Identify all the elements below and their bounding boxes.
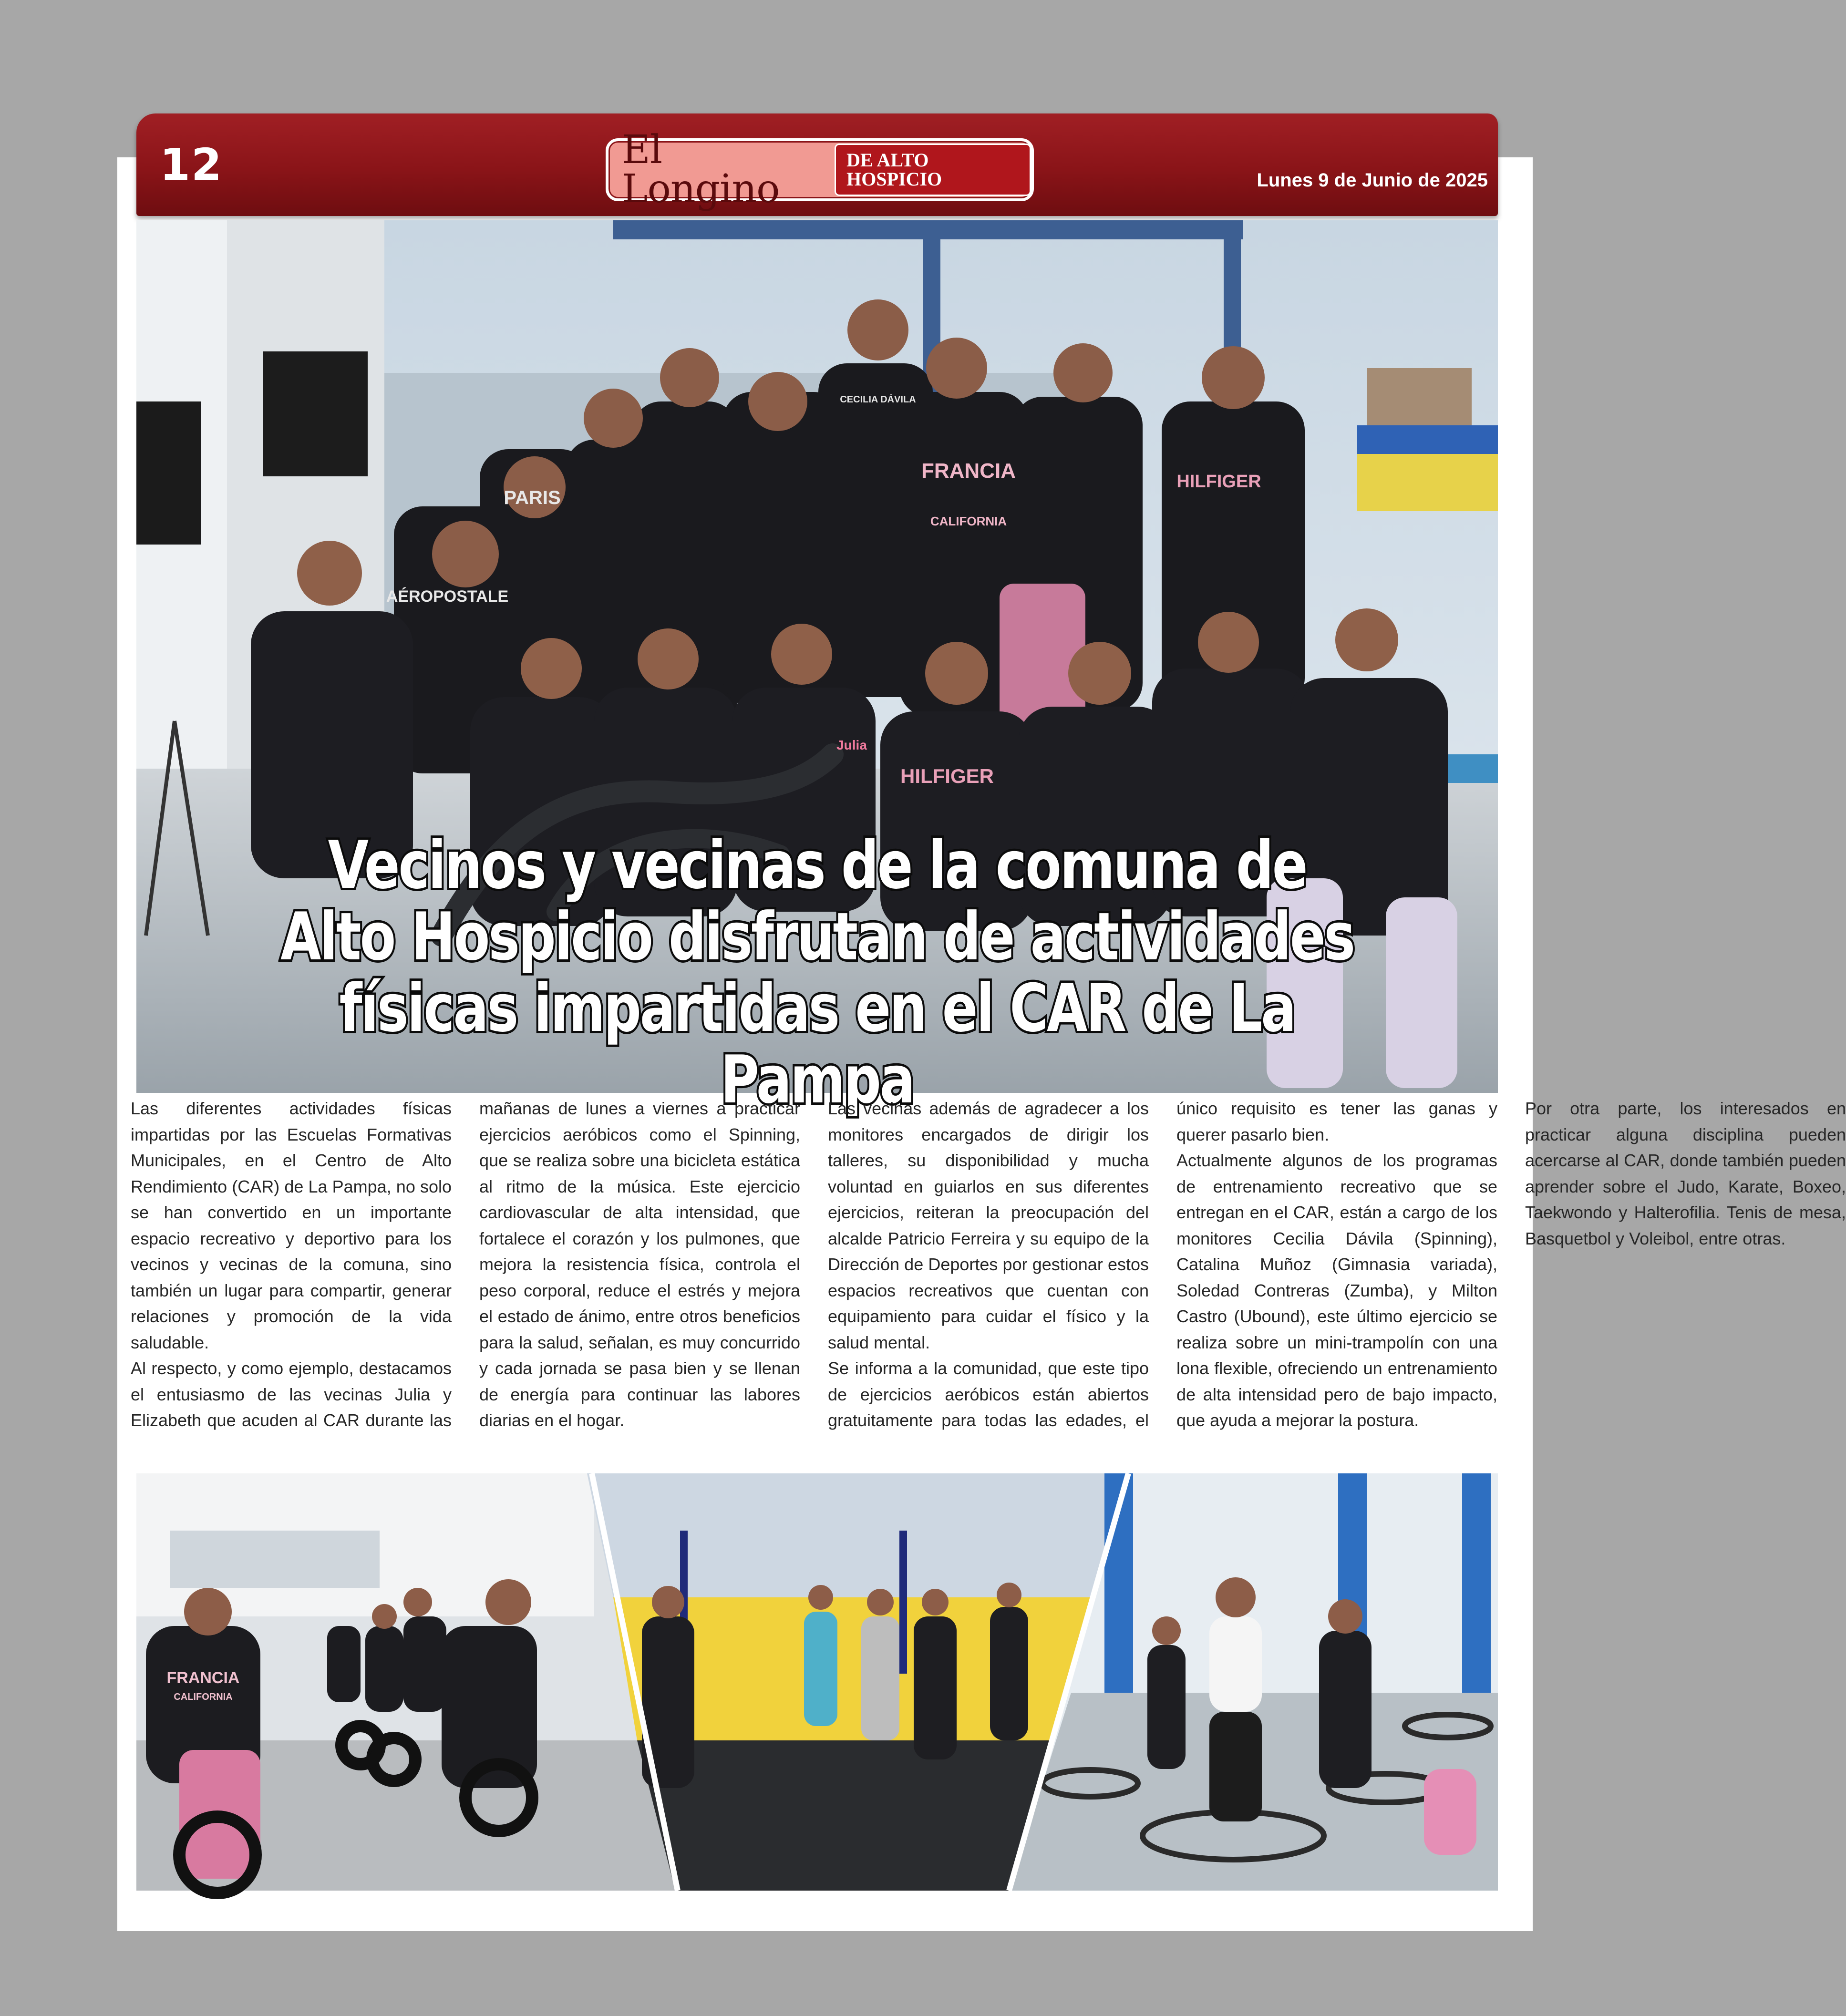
photo-shirt-francia: FRANCIA <box>166 1669 240 1687</box>
article-paragraph: Se informa a la comunidad, que este tipo de ejercicios aeróbicos están abiertos gratuitamente para todas las edades, el único requisito es tener las ganas y querer pasarlo bien. <box>828 1099 1497 1430</box>
article-paragraph: Las diferentes actividades físicas impartidas por las Escuelas Formativas Municipales, en el Centro de Alto Rendimiento (CAR) de La Pampa, no solo se han convertido en un importante espacio recreativo y deportivo para los vecinos y vecinas de la comuna, sino también un lugar para compartir, generar relaciones y promoción de la vida saludable. <box>131 1099 452 1352</box>
shirt-print-california: CALIFORNIA <box>930 514 1007 528</box>
article-body <box>131 1096 1846 1458</box>
logo-subtitle: DE ALTO HOSPICIO <box>835 144 1031 196</box>
page-number: 12 <box>160 139 223 190</box>
newspaper-logo <box>606 127 1034 212</box>
photo-strip-illustration <box>136 1473 1498 1891</box>
logo-name: El Longino <box>622 127 780 212</box>
photo-spinning-class <box>136 1473 680 1893</box>
shirt-print-julia: Julia <box>836 738 867 752</box>
shirt-print-paris: PARIS <box>504 487 561 508</box>
shirt-print-instructor-name: CECILIA DÁVILA <box>840 394 916 405</box>
shirt-print-francia: FRANCIA <box>921 459 1016 483</box>
article-paragraph: Actualmente algunos de los programas de entrenamiento recreativo que se entregan en el CAR, están a cargo de los monitores Cecilia Dávila (Spinning), Catalina Muñoz (Gimnasia variada), Soledad Contreras (Zumba), y Milton Castro (Ubound), este último ejercicio se realiza sobre un mini-trampolín con una lona flexible, ofreciendo un entrenamiento de alta intensidad pero de bajo impacto, que ayuda a mejorar la postura. <box>1176 1151 1497 1430</box>
shirt-print-aeropostale: AÉROPOSTALE <box>386 587 509 606</box>
shirt-print-hilfiger: HILFIGER <box>900 765 994 787</box>
article-paragraph: Al respecto, y como ejemplo, destacamos el entusiasmo de las vecinas Julia y Elizabeth que acuden al CAR durante las mañanas de lunes a viernes a practicar ejercicios aeróbicos como el Spinning, que se realiza sobre una bicicleta estática al ritmo de la música. Este ejercicio cardiovascular de alta intensidad, que fortalece el corazón y los pulmones, que mejora la resistencia física, controla el peso corporal, reduce el estrés y mejora el estado de ánimo, entre otros beneficios para la salud, señalan, es muy concurrido y cada jornada se pasa bien y se llenan de energía para continuar las labores diarias en el hogar. <box>131 1099 800 1430</box>
article-paragraph: Por otra parte, los interesados en practicar alguna disciplina pueden acercarse al CAR, donde también pueden aprender sobre el Judo, Karate, Boxeo, Taekwondo y Halterofilia. Tenis de mesa, Basquetbol y Voleibol, entre otras. <box>1525 1099 1846 1248</box>
shirt-print-hilfiger-2: HILFIGER <box>1176 472 1261 492</box>
photo-strip <box>136 1473 1498 1891</box>
photo-shirt-california: CALIFORNIA <box>174 1692 233 1702</box>
article-paragraph: Las vecinas además de agradecer a los monitores encargados de dirigir los talleres, su disponibilidad y mucha voluntad en guiarlos en sus diferentes ejercicios, reiteran la preocupación del alcalde Patricio Ferreira y su equipo de la Dirección de Deportes por gestionar estos espacios recreativos que cuentan con equipamiento para cuidar el físico y la salud mental. <box>828 1099 1149 1352</box>
headline: Vecinos y vecinas de la comuna de Alto Hospicio disfrutan de actividades físicas impartidas en el CAR de La Pampa <box>280 827 1354 1118</box>
issue-date: Lunes 9 de Junio de 2025 <box>1257 170 1488 191</box>
